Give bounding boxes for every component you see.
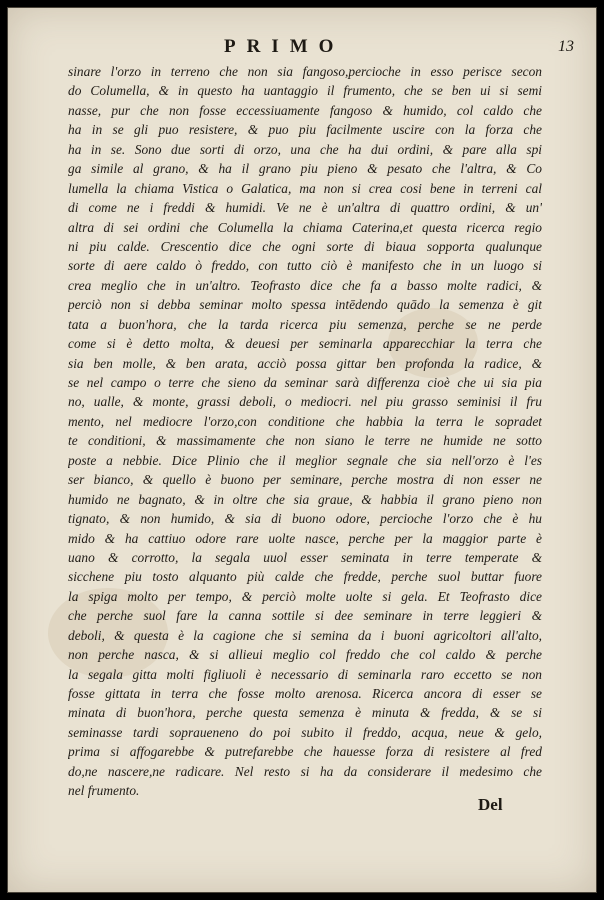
text-line: ga simile al grano, & ha il grano piu pieno & pesato che l'altra, & Co <box>68 161 542 177</box>
text-line: lumella la chiama Vistica o Galatica, ma non si crea cosi bene in terreni cal <box>68 180 542 196</box>
text-line: poste a nebbie. Dice Plinio che il meglior segnale che sia nell'orzo è l'es <box>68 452 542 468</box>
text-line: nasse, pur che non fosse eccessiuamente fangoso & humido, col caldo che <box>68 102 542 118</box>
text-line: no, ualle, & monte, grassi deboli, o mediocri. nel piu grasso seminisi il fru <box>68 394 542 410</box>
text-line: la segala gitta molti figliuoli è necessario di seminarla raro eccetto se non <box>68 666 542 682</box>
text-line: tignato, & non humido, & sia di buono odore, percioche l'orzo che è hu <box>68 511 542 527</box>
text-line: ha in se. Sono due sorti di orzo, una che ha dui ordini, & pare alla spi <box>68 141 542 157</box>
text-line: se nel campo o terre che sieno da seminar sarà differenza cioè che ui sia pia <box>68 375 542 390</box>
text-line: mento, nel mediocre l'orzo,con conditione che habbia la terra le sopradet <box>68 413 542 429</box>
catchword: Del <box>478 795 503 814</box>
text-line: nel frumento. <box>68 783 140 799</box>
text-line: minata di buon'hora, perche questa semenza è minuta & fredda, & se si <box>68 705 542 721</box>
text-line: do,ne nascere,ne radicare. Nel resto si ha da considerare il medesimo che <box>68 763 542 779</box>
page-header <box>8 36 596 62</box>
text-line: prima si affogarebbe & putrefarebbe che hauesse forza di resistere al fred <box>68 744 542 760</box>
body-text <box>68 62 542 801</box>
text-line: altra di sei ordini che Columella la chiama Caterina,et questa ricerca regio <box>68 219 542 235</box>
text-line: la spiga molto per tempo, & perciò molte uolte si gela. Et Teofrasto dice <box>68 588 542 604</box>
text-line: sorte di aere caldo ò freddo, con tutto ciò è manifesto che in un luogo si <box>68 258 542 274</box>
text-line: humido ne bagnato, & in oltre che sia graue, & habbia il grano pieno non <box>68 491 542 507</box>
text-line: non perche nasca, & si allieui meglio col freddo che col caldo & perche <box>68 647 542 663</box>
text-line: te conditioni, & massimamente che non siano le terre ne humide ne sotto <box>68 433 542 449</box>
text-line: deboli, & questa è la cagione che si semina da i buoni agricoltori all'alto, <box>68 627 542 643</box>
text-line: ha in se gli puo resistere, & puo piu facilmente uscire con la forza che <box>68 122 542 138</box>
text-line: sinare l'orzo in terreno che non sia fangoso,percioche in esso perisce secon <box>68 64 542 79</box>
text-line: do Columella, & in questo ha uantaggio il frumento, che se ben ui si semi <box>68 83 542 99</box>
text-line: che perche suol fare la canna sottile si dee seminare in terre leggieri & <box>68 608 542 624</box>
page-number: 13 <box>558 38 574 55</box>
text-line: tata a buon'hora, che la tarda ricerca piu semenza, perche se ne perde <box>68 316 542 332</box>
text-line: sicchene piu tosto alquanto più calde che fredde, perche suol buttar fuore <box>68 569 542 585</box>
text-line: uano & corrotto, la segala uuol esser seminata in terre temperate & <box>68 549 542 565</box>
book-page <box>7 7 597 893</box>
text-line: sia ben molle, & ben arata, acciò possa gittar ben profonda la radice, & <box>68 355 542 371</box>
text-line: perciò non si debba seminar molto spessa intēdendo quādo la semenza è git <box>68 297 542 313</box>
text-line: crea meglio che in un'altro. Teofrasto dice che fa a basso molte radici, & <box>68 277 542 293</box>
text-line: seminasse tardi sopraueneno do poi subito il freddo, acqua, neue & gelo, <box>68 724 542 740</box>
text-line: ser bianco, & quello è buono per seminare, perche mostra di non esser ne <box>68 472 542 488</box>
text-line: fosse gittata in terra che fosse molto arenosa. Ricerca ancora di esser se <box>68 686 542 701</box>
running-head: PRIMO <box>224 36 345 57</box>
text-line: mido & ha cattiuo odore rare uolte nasce, perche per la maggior parte è <box>68 530 542 546</box>
text-line: di come ne i freddi & humidi. Ve ne è un'altra di quattro ordini, & un' <box>68 200 542 216</box>
text-line: ni piu calde. Crescentio dice che ogni sorte di biaua sopporta qualunque <box>68 238 542 254</box>
text-line: come si è detto molta, & deuesi per seminarla apparecchiar la terra che <box>68 336 542 352</box>
